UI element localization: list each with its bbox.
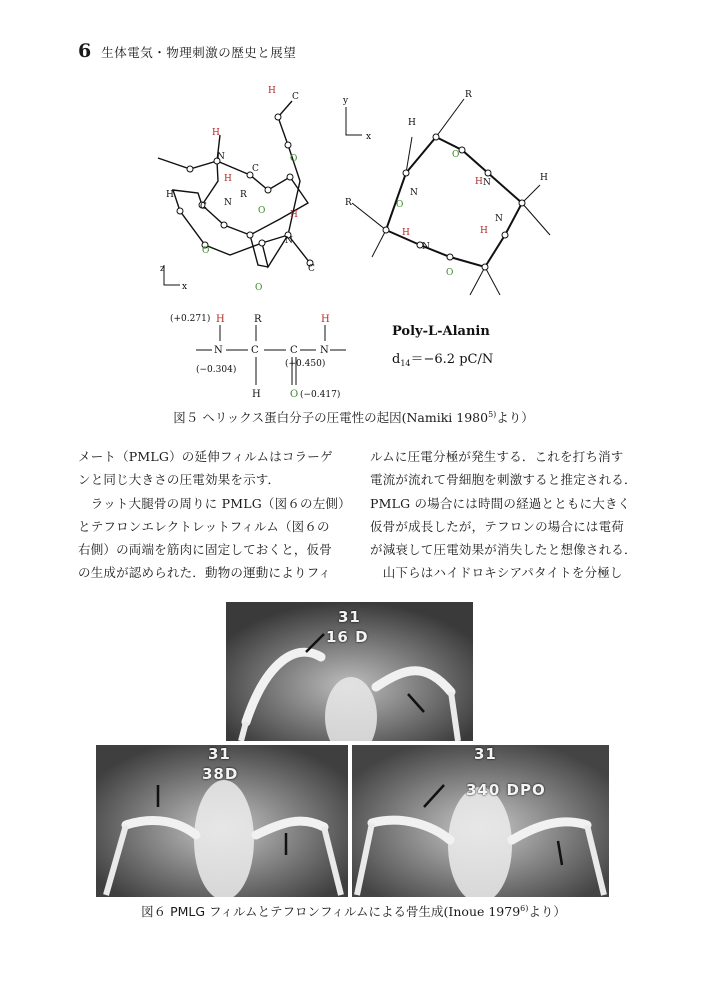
charge-n-left: (−0.304) <box>196 365 237 375</box>
caption-text: ヘリックス蛋白分子の圧電性の起因 <box>202 410 402 425</box>
xray-label-number: 31 <box>338 608 361 626</box>
xray-label-number: 31 <box>474 745 497 763</box>
axis-zx <box>164 265 180 285</box>
atom-o: O <box>258 206 266 216</box>
text-line: の生成が認められた．動物の運動によりフィ <box>78 565 332 581</box>
text-line: 仮骨が成長したが，テフロンの場合には電荷 <box>370 518 625 534</box>
compound-info <box>392 324 493 368</box>
text-line: ルムに圧電分極が発生する．これを打ち消す <box>370 449 624 464</box>
right-column <box>370 445 638 585</box>
atom-h: H <box>540 173 548 183</box>
atom-n: N <box>285 236 293 246</box>
atom-h: H <box>402 228 410 238</box>
atom-c: C <box>251 345 259 356</box>
chapter-title: 生体電気・物理刺激の歴史と展望 <box>101 45 297 60</box>
atom-c: C <box>308 264 315 274</box>
atom-n: N <box>224 198 232 208</box>
text-line: メート（PMLG）の延伸フィルムはコラーゲ <box>78 449 333 464</box>
d14-symbol: d <box>392 352 401 367</box>
atom-o: O <box>290 154 298 164</box>
text-line: が減衰して圧電効果が消失したと想像される． <box>370 542 637 558</box>
atom-h: H <box>475 177 483 187</box>
axis-x: x <box>182 282 188 292</box>
piezo-coefficient <box>392 352 493 368</box>
caption-label: 図６ <box>141 904 167 919</box>
atom-h: H <box>252 389 261 400</box>
atom-h: H <box>290 210 298 220</box>
xray-drawing <box>352 745 609 897</box>
caption-end: より） <box>528 904 566 919</box>
xray-image-16d <box>226 602 473 741</box>
atom-c: C <box>290 345 298 356</box>
caption-label: 図５ <box>173 410 199 425</box>
caption-end: より） <box>496 410 534 425</box>
caption-source: (Inoue 1979 <box>443 904 521 919</box>
atom-r: R <box>345 198 352 208</box>
d14-subscript: 14 <box>400 359 411 368</box>
text-line: ラット大腿骨の周りに PMLG（図６の左側） <box>78 495 351 511</box>
helix-diagram <box>140 85 580 405</box>
atom-c: C <box>252 164 259 174</box>
charge-o-right: (−0.417) <box>300 390 341 400</box>
atom-n: N <box>483 178 491 188</box>
text-line: 電流が流れて骨細胞を刺激すると推定される． <box>370 472 637 488</box>
atom-ca: C <box>292 92 299 102</box>
page-number: 6 <box>78 40 92 62</box>
atom-o: O <box>202 246 210 256</box>
axis-y: y <box>343 96 349 106</box>
page-header <box>78 40 296 62</box>
xray-label-day: 16 D <box>326 628 369 646</box>
caption-source: (Namiki 1980 <box>401 410 489 425</box>
axis-yx <box>346 107 362 135</box>
body-text <box>78 445 638 585</box>
text-line: PMLG の場合には時間の経過とともに大きく <box>370 495 631 511</box>
atom-n: N <box>410 188 418 198</box>
text-line: ンと同じ大きさの圧電効果を示す． <box>78 472 281 488</box>
atom-h: H <box>224 174 232 184</box>
atom-h: H <box>268 86 276 96</box>
atom-r: R <box>465 90 472 100</box>
figure-5-caption <box>0 408 707 426</box>
atom-h: H <box>480 226 488 236</box>
xray-label-number: 31 <box>208 745 231 763</box>
charge-h-left: (+0.271) <box>170 314 211 324</box>
atom-c: C <box>200 202 207 212</box>
charge-h-right: (+0.450) <box>285 359 326 369</box>
atom-n: N <box>217 152 225 162</box>
d14-value: ＝−6.2 pC/N <box>410 352 494 367</box>
atom-h: H <box>166 190 174 200</box>
left-helix-labels <box>160 86 315 293</box>
caption-text: PMLG フィルムとテフロンフィルムによる骨生成 <box>170 904 444 919</box>
left-column <box>78 445 351 585</box>
text-line: 右側）の両端を筋肉に固定しておくと，仮骨 <box>78 542 333 558</box>
atom-o: O <box>255 283 263 293</box>
text-line: 山下らはハイドロキシアパタイトを分極し <box>370 565 623 581</box>
atom-o: O <box>396 200 404 210</box>
atom-h: H <box>216 314 225 325</box>
atom-n: N <box>422 242 430 252</box>
atom-o: O <box>452 150 460 160</box>
caption-ref: 5) <box>488 409 497 419</box>
atom-o: O <box>446 268 454 278</box>
atom-n: N <box>214 345 223 356</box>
atom-h: H <box>321 314 330 325</box>
figure-6-caption <box>0 902 707 920</box>
xray-image-38d <box>96 745 348 897</box>
axis-z: z <box>160 264 165 274</box>
xray-image-340dpo <box>352 745 609 897</box>
figure-5-diagram <box>140 85 580 405</box>
peptide-unit <box>170 313 340 400</box>
atom-h: H <box>212 128 220 138</box>
text-line: とテフロンエレクトレットフィルム（図６の <box>78 518 330 534</box>
xray-label-day: 38D <box>202 765 239 783</box>
atom-r: R <box>240 190 247 200</box>
caption-ref: 6) <box>520 903 529 913</box>
atom-o: O <box>290 389 299 400</box>
atom-r: R <box>254 314 262 325</box>
axis-x: x <box>366 132 372 142</box>
xray-label-day: 340 DPO <box>466 781 546 799</box>
atom-n: N <box>320 345 329 356</box>
atom-h: H <box>408 118 416 128</box>
compound-name: Poly-L-Alanin <box>392 324 490 339</box>
right-helix-sidechains <box>352 99 550 295</box>
atom-n: N <box>495 214 503 224</box>
